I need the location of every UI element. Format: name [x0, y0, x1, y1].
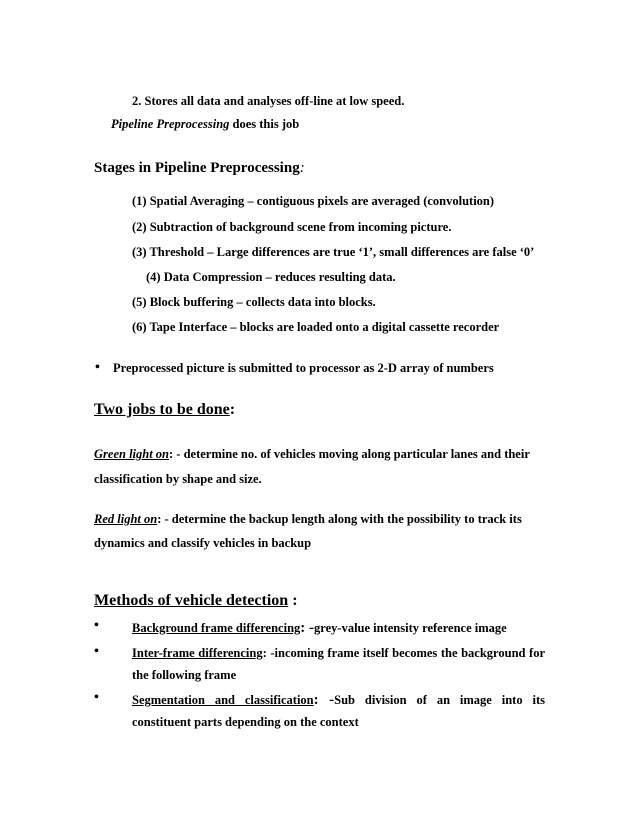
stage-item-5: (5) Block buffering – collects data into blocks. — [132, 295, 376, 309]
method-bullet-3: • — [94, 690, 99, 705]
preprocessed-bullet-text: Preprocessed picture is submitted to processor as 2-D array of numbers — [113, 361, 494, 375]
green-light-label: Green light on — [94, 447, 170, 461]
red-light-sep: : - — [157, 512, 169, 526]
green-light-sep: : - — [169, 447, 181, 461]
green-light-line-1 — [94, 447, 530, 462]
method-term-1: Background frame differencing — [132, 621, 301, 635]
pipeline-preprocessing-line — [111, 117, 299, 132]
stage-item-3: (3) Threshold – Large differences are true ‘1’, small differences are false ‘0’ — [132, 245, 535, 259]
methods-heading-text: Methods of vehicle detection — [94, 592, 289, 609]
method-desc-2: incoming frame itself becomes the background for — [274, 646, 546, 660]
method-bullet-2: • — [94, 644, 99, 659]
stages-heading-colon: : — [299, 160, 305, 176]
green-light-line-2: classification by shape and size. — [94, 472, 262, 486]
methods-heading-colon: : — [288, 592, 298, 609]
method-item-2 — [132, 646, 545, 661]
jobs-heading-colon: : — [229, 401, 236, 418]
method-desc-1: grey-value intensity reference image — [314, 621, 507, 635]
method-desc-3: Sub division of an image into its — [334, 693, 546, 707]
method-term-3: Segmentation and classification — [132, 693, 314, 707]
method-sep-1: : - — [300, 620, 315, 636]
stage-item-2: (2) Subtraction of background scene from incoming picture. — [132, 220, 452, 234]
stage-item-6: (6) Tape Interface – blocks are loaded onto a digital cassette recorder — [132, 320, 500, 334]
bullet-glyph: • — [95, 360, 100, 375]
method-bullet-1: • — [94, 618, 99, 633]
method-sep-2: : - — [262, 646, 275, 660]
red-light-desc: determine the backup length along with the possibility to track its — [168, 512, 522, 526]
jobs-heading — [94, 401, 235, 419]
method-term-2: Inter-frame differencing — [132, 646, 263, 660]
jobs-heading-text: Two jobs to be done — [94, 401, 230, 418]
pipeline-preprocessing-term: Pipeline Preprocessing — [111, 117, 230, 131]
method-sep-3: : - — [313, 692, 335, 708]
red-light-line-1 — [94, 512, 522, 527]
red-light-line-2: dynamics and classify vehicles in backup — [94, 536, 312, 550]
red-light-label: Red light on — [94, 512, 158, 526]
method-item-3 — [132, 692, 545, 709]
stage-item-4: (4) Data Compression – reduces resulting data. — [146, 270, 396, 284]
point-2-text: 2. Stores all data and analyses off-line at low speed. — [132, 94, 405, 108]
pipeline-preprocessing-rest: does this job — [229, 117, 300, 131]
method-cont-3: constituent parts depending on the context — [132, 715, 359, 729]
stages-heading — [94, 160, 305, 177]
method-item-1 — [132, 620, 507, 637]
stage-item-1: (1) Spatial Averaging – contiguous pixels are averaged (convolution) — [132, 194, 495, 208]
stages-heading-text: Stages in Pipeline Preprocessing — [94, 160, 300, 176]
method-cont-2: the following frame — [132, 668, 237, 682]
methods-heading — [94, 592, 298, 610]
green-light-desc: determine no. of vehicles moving along particular lanes and their — [180, 447, 530, 461]
